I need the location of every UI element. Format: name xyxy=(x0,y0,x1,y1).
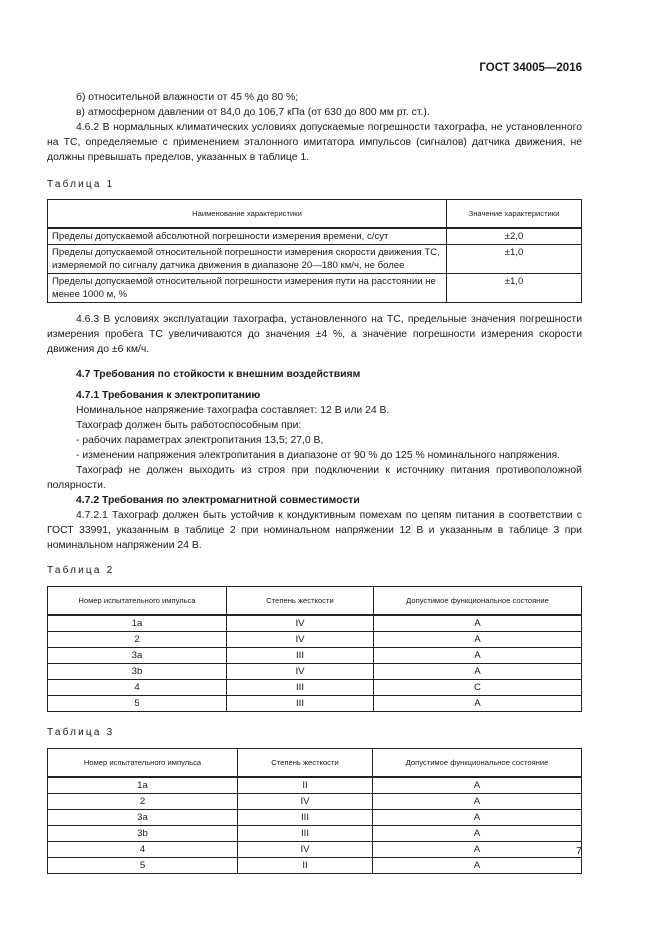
table-cell: 1a xyxy=(48,777,238,794)
table-cell: IV xyxy=(238,794,373,810)
table-row xyxy=(48,274,582,303)
table-header-cell: Номер испытательного импульса xyxy=(48,587,227,616)
table-cell: ±2,0 xyxy=(447,228,582,245)
table-row xyxy=(48,228,582,245)
paragraph-voltage-range: - изменении напряжения электропитания в диапазоне от 90 % до 125 % номинального напряжения. xyxy=(76,450,561,461)
table-cell: III xyxy=(238,810,373,826)
table-header-cell: Допустимое функциональное состояние xyxy=(374,587,582,616)
table-cell: 3b xyxy=(48,664,227,680)
table2 xyxy=(47,586,582,712)
table-header-row xyxy=(48,587,582,616)
table-cell: IV xyxy=(227,664,374,680)
paragraph-humidity: б) относительной влажности от 45 % до 80 %; xyxy=(76,92,299,103)
table-cell: 4 xyxy=(48,680,227,696)
table-cell: A xyxy=(373,858,582,874)
table-cell: IV xyxy=(238,842,373,858)
table-cell: IV xyxy=(227,615,374,632)
table-cell: 5 xyxy=(48,696,227,712)
table-row xyxy=(48,858,582,874)
table-cell: A xyxy=(373,777,582,794)
table-row xyxy=(48,664,582,680)
table-cell: ±1,0 xyxy=(447,274,582,303)
table-cell: III xyxy=(238,826,373,842)
table-cell: 1a xyxy=(48,615,227,632)
paragraph-4-6-2: 4.6.2 В нормальных климатических условиях допускаемые погрешности тахографа, не установленного на ТС, определяемые с применением эталонного имитатора импульсов (сигналов) датчика движения, не должны превышать пределов, указанных в таблице 1. xyxy=(47,122,582,163)
table-cell: 2 xyxy=(48,794,238,810)
page-number: 7 xyxy=(576,845,582,857)
table-cell: 3a xyxy=(48,648,227,664)
table-cell: III xyxy=(227,680,374,696)
paragraph-nominal-voltage: Номинальное напряжение тахографа составляет: 12 В или 24 В. xyxy=(76,405,390,416)
table-row xyxy=(48,842,582,858)
table1 xyxy=(47,199,582,303)
paragraph-4-6-3: 4.6.3 В условиях эксплуатации тахографа, установленного на ТС, предельные значения погрешности измерения пробега ТС увеличиваются до значения ±4 %, а значение погрешности измерения скорости движения до ±6 км/ч. xyxy=(47,314,582,355)
table3 xyxy=(47,748,582,874)
table3-label: Таблица 3 xyxy=(47,727,115,738)
table-cell: 3a xyxy=(48,810,238,826)
paragraph-pressure: в) атмосферном давлении от 84,0 до 106,7 кПа (от 630 до 800 мм рт. ст.). xyxy=(76,107,430,118)
table-cell: II xyxy=(238,858,373,874)
table-row xyxy=(48,777,582,794)
table1-label: Таблица 1 xyxy=(47,179,115,190)
table2-label: Таблица 2 xyxy=(47,565,115,576)
table-row xyxy=(48,794,582,810)
table-cell: C xyxy=(374,680,582,696)
table-cell: A xyxy=(373,842,582,858)
table-header-cell: Степень жесткости xyxy=(238,749,373,778)
table-cell: A xyxy=(373,794,582,810)
table-header-cell: Допустимое функциональное состояние xyxy=(373,749,582,778)
table-cell: III xyxy=(227,648,374,664)
paragraph-operable-when: Тахограф должен быть работоспособным при: xyxy=(76,420,302,431)
table-row xyxy=(48,632,582,648)
table-header-row xyxy=(48,749,582,778)
table-header-cell: Значение характеристики xyxy=(447,200,582,229)
table-cell: Пределы допускаемой относительной погрешности измерения пути на расстоянии не менее 1000 м, % xyxy=(48,274,447,303)
section-heading-4-7: 4.7 Требования по стойкости к внешним воздействиям xyxy=(76,369,361,380)
table-row xyxy=(48,648,582,664)
table-cell: 5 xyxy=(48,858,238,874)
table-row xyxy=(48,810,582,826)
table-row xyxy=(48,826,582,842)
table-row xyxy=(48,245,582,274)
table-cell: 3b xyxy=(48,826,238,842)
table-cell: A xyxy=(374,664,582,680)
table-cell: ±1,0 xyxy=(447,245,582,274)
table-row xyxy=(48,615,582,632)
table-cell: III xyxy=(227,696,374,712)
section-heading-4-7-2: 4.7.2 Требования по электромагнитной совместимости xyxy=(76,495,360,506)
table-cell: 4 xyxy=(48,842,238,858)
table-cell: A xyxy=(374,648,582,664)
table-header-row xyxy=(48,200,582,229)
table-row xyxy=(48,696,582,712)
table-cell: A xyxy=(373,826,582,842)
paragraph-operating-params: - рабочих параметрах электропитания 13,5; 27,0 В, xyxy=(76,435,324,446)
paragraph-polarity: Тахограф не должен выходить из строя при подключении к источнику питания противоположной полярности. xyxy=(47,465,582,491)
section-heading-4-7-1: 4.7.1 Требования к электропитанию xyxy=(76,390,261,401)
table-header-cell: Степень жесткости xyxy=(227,587,374,616)
paragraph-4-7-2-1: 4.7.2.1 Тахограф должен быть устойчив к кондуктивным помехам по цепям питания в соответствии с ГОСТ 33991, указанным в таблице 2 при номинальном напряжении 12 В и указанным в таблице 3 при номинальном напряжении 24 В. xyxy=(47,510,582,551)
table-cell: 2 xyxy=(48,632,227,648)
table-cell: Пределы допускаемой относительной погрешности измерения скорости движения ТС, измеряемой по сигналу датчика движения в диапазоне 20—180 км/ч, не более xyxy=(48,245,447,274)
table-header-cell: Номер испытательного импульса xyxy=(48,749,238,778)
page-content xyxy=(47,90,582,874)
table-cell: A xyxy=(373,810,582,826)
table-cell: A xyxy=(374,615,582,632)
table-row xyxy=(48,680,582,696)
table-cell: II xyxy=(238,777,373,794)
table-cell: A xyxy=(374,632,582,648)
table-cell: IV xyxy=(227,632,374,648)
table-cell: Пределы допускаемой абсолютной погрешности измерения времени, с/сут xyxy=(48,228,447,245)
table-header-cell: Наименование характеристики xyxy=(48,200,447,229)
document-header-code: ГОСТ 34005—2016 xyxy=(479,62,582,74)
table-cell: A xyxy=(374,696,582,712)
